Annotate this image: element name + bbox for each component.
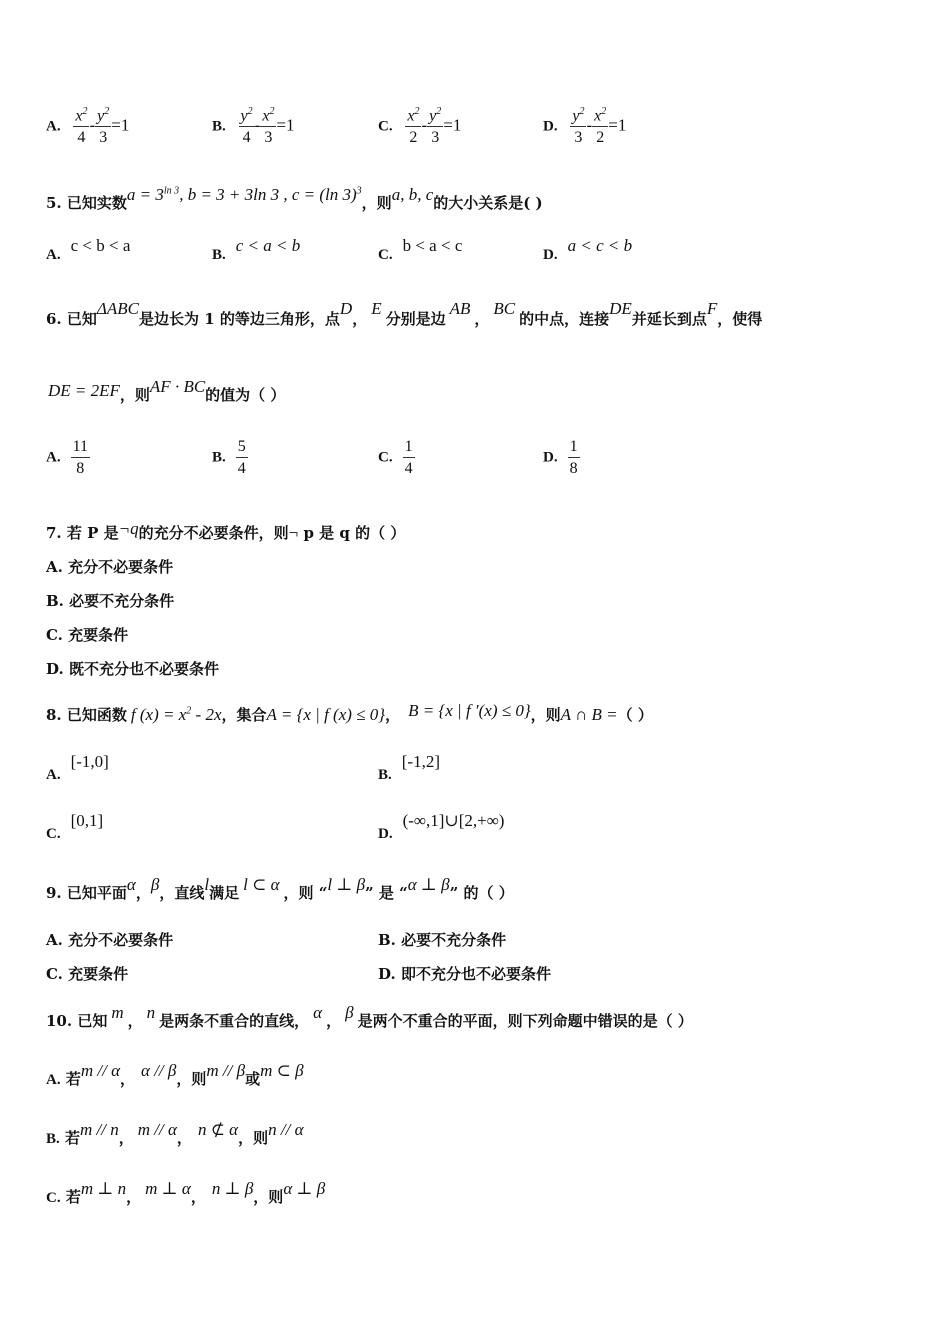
q9-option-d: D. 即不充分也不必要条件: [378, 965, 551, 983]
fraction: $\frac{y^2}{3}$: [572, 106, 585, 146]
q8-stem: 8. 已知函数 f $(x) = x^2 - 2x$，集合A = {x | f (x) ≤ 0}， B = {x | f ′(x) ≤ 0}，则A ∩ B =（ ）: [46, 701, 653, 724]
q6-stem-line1: 6. 已知ΔABC是边长为 1 的等边三角形，点D，E分别是边AB，BC的中点，连接DE并延长到点F，使得: [46, 299, 763, 328]
q5-option-c: C. b < a < c: [378, 236, 463, 263]
q5-stem: 5. 已知实数$a = 3^{ln 3}$, b = 3 + 3ln 3 , c = (ln 3)$^3$，则a, b, c的大小关系是( ): [46, 185, 543, 212]
option-label: B.: [212, 118, 226, 135]
fraction: $\frac{x^2}{3}$: [262, 106, 275, 146]
q6-option-b: B. $\frac{5}{4}$: [212, 438, 246, 477]
q4-option-a: A. $\frac{x^2}{4}$ - $\frac{y^2}{3}$ =1: [46, 106, 130, 146]
q6-option-d: D. $\frac{1}{8}$: [543, 438, 578, 477]
q9-stem: 9. 已知平面α，β，直线l满足 l ⊂ α ，则 “l ⊥ β” 是 “α ⊥ β” 的（ ）: [46, 875, 514, 902]
q10-option-a: A. 若m // α， α // β，则m // β或m ⊂ β: [46, 1061, 304, 1088]
fraction: $\frac{y^2}{3}$: [97, 106, 110, 146]
q10-option-b: B. 若m // n， m // α， n ⊄ α，则n // α: [46, 1120, 304, 1147]
q6-option-a: A. $\frac{11}{8}$: [46, 438, 88, 477]
fraction: $\frac{y^2}{3}$: [429, 106, 442, 146]
option-label: C.: [378, 118, 393, 135]
fraction: $\frac{x^2}{2}$: [594, 106, 607, 146]
fraction: $\frac{x^2}{4}$: [75, 106, 88, 146]
q4-option-d: D. $\frac{y^2}{3}$ - $\frac{x^2}{2}$ =1: [543, 106, 627, 146]
fraction: $\frac{x^2}{2}$: [407, 106, 420, 146]
q6-option-c: C. $\frac{1}{4}$: [378, 438, 413, 477]
q8-option-d: D.(-∞,1]∪[2,+∞): [378, 811, 505, 842]
q5-option-b: B. c < a < b: [212, 236, 301, 263]
q4-option-b: B. $\frac{y^2}{4}$ - $\frac{x^2}{3}$ =1: [212, 106, 295, 146]
q8-option-a: A.[-1,0]: [46, 752, 109, 783]
q9-option-a: A. 充分不必要条件: [46, 931, 174, 949]
fraction: $\frac{y^2}{4}$: [240, 106, 253, 146]
q5-option-a: A. c < b < a: [46, 236, 131, 263]
q8-option-c: C.[0,1]: [46, 811, 104, 842]
q9-option-b: B. 必要不充分条件: [378, 931, 507, 949]
q6-stem-line2: DE = 2EF，则AF · BC的值为（ ）: [48, 377, 286, 404]
option-label: D.: [543, 118, 558, 135]
q7-option-b: B. 必要不充分条件: [46, 592, 175, 610]
q7-option-c: C. 充要条件: [46, 626, 129, 644]
q7-option-d: D. 既不充分也不必要条件: [46, 660, 219, 678]
q7-stem: 7. 若 P 是¬q的充分不必要条件，则¬ p 是 q 的（ ）: [46, 519, 406, 542]
q10-stem: 10. 已知 m ， n 是两条不重合的直线， α ， β 是两个不重合的平面，则下列命题中错误的是（ ）: [46, 1003, 693, 1030]
q9-option-c: C. 充要条件: [46, 965, 129, 983]
option-label: A.: [46, 118, 61, 135]
q10-option-c: C. 若m ⊥ n， m ⊥ α， n ⊥ β，则α ⊥ β: [46, 1179, 326, 1206]
q8-option-b: B.[-1,2]: [378, 752, 440, 783]
q4-option-c: C. $\frac{x^2}{2}$ - $\frac{y^2}{3}$ =1: [378, 106, 462, 146]
q7-option-a: A. 充分不必要条件: [46, 558, 174, 576]
q5-option-d: D. a < c < b: [543, 236, 633, 263]
